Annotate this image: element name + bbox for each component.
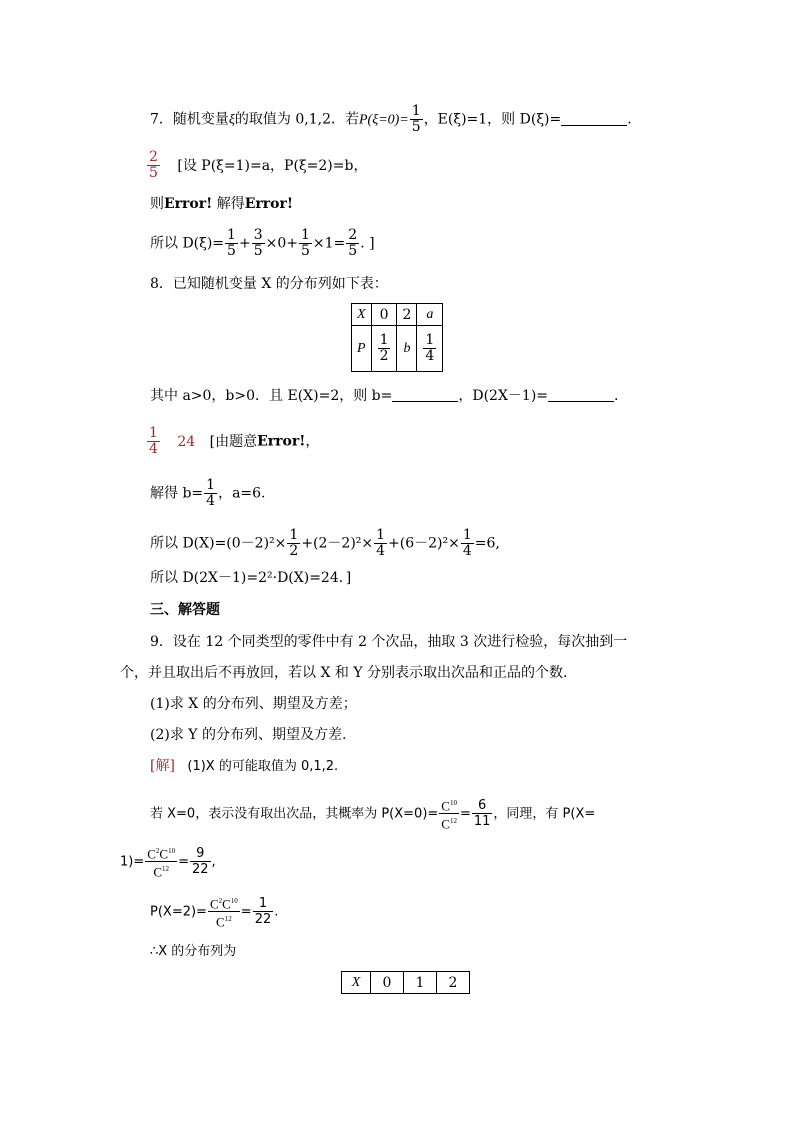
q9-solution-1: [解] (1)X 的可能取值为 0,1,2. [150,758,339,774]
q8-answer-1: $\frac{1}{4}$ [149,425,158,457]
q9-stem-1: 9．设在 12 个同类型的零件中有 2 个次品，抽取 3 次进行检验，每次抽到一 [150,634,628,650]
fraction: $\frac{C^2C^{10}}{C^{12}}$ [208,894,240,930]
fraction: $\frac{C^{10}}{C^{12}}$ [439,796,459,832]
q9-stem-2: 个，并且取出后不再放回，若以 X 和 Y 分别表示取出次品和正品的个数. [120,665,568,681]
answer-blank [548,387,614,402]
fraction: $\frac{1}{5}$ [301,227,310,259]
q7-solution-3: 所以 D(ξ)= $\frac{1}{5}$ + $\frac{3}{5}$ ×0+ $\frac{1}{5}$ ×1= $\frac{2}{5}$ . ] [150,227,375,259]
q9-solution-3: 1)= $\frac{C^2C^{10}}{C^{12}}$ = $\frac{9}{22}$ , [120,844,216,880]
q9-part-1: (1)求 X 的分布列、期望及方差； [150,696,357,712]
answer-blank [392,387,458,402]
fraction: $\frac{C^2C^{10}}{C^{12}}$ [145,844,177,880]
q9-solution-5: ∴X 的分布列为 [150,944,237,959]
fraction: $\frac{1}{4}$ [206,477,216,509]
q7-solution-2: 则Error! 解得Error! [150,196,294,212]
fraction: $\frac{1}{22}$ [254,896,272,928]
q8-answer-line: $\frac{1}{4}$ 24 [由题意Error!， [149,425,320,457]
q8-solution-2: 解得 b= $\frac{1}{4}$ ，a=6. [150,477,266,509]
q7-answer: $\frac{2}{5}$ [149,149,158,181]
fraction: $\frac{1}{5}$ [227,227,236,259]
section-title: 三、解答题 [150,602,220,618]
fraction: $\frac{2}{5}$ [348,227,358,259]
fraction: $\frac{1}{4}$ [376,527,386,559]
solution-marker: [解] [150,758,175,774]
q7-answer-line: $\frac{2}{5}$ [设 P(ξ=1)=a，P(ξ=2)=b， [149,149,368,181]
fraction: $\frac{9}{22}$ [192,846,209,878]
answer-blank [561,111,627,126]
q9-solution-4: P(X=2)= $\frac{C^2C^{10}}{C^{12}}$ = $\frac{1}{22}$ . [150,894,278,930]
q9-part-2: (2)求 Y 的分布列、期望及方差. [150,727,347,743]
fraction: $\frac{3}{5}$ [253,227,263,259]
q8-solution-3: 所以 D(X)=(0－2)²× $\frac{1}{2}$ +(2－2)²× $\frac{1}{4}$ +(6－2)²× $\frac{1}{4}$ =6, [150,527,500,559]
fraction: $\frac{1}{2}$ [289,527,299,559]
q8-distribution-table: X 0 2 a P $\frac{1}{2}$ b $\frac{1}{4}$ [351,303,443,372]
q7-stem: 7．随机变量ξ的取值为 0,1,2．若P(ξ=0)= $\frac{1}{5}$ ，E(ξ)=1，则 D(ξ)= . [150,103,632,135]
q8-stem: 8．已知随机变量 X 的分布列如下表： [150,276,388,292]
q8-answer-2: 24 [177,433,196,450]
q8-solution-4: 所以 D(2X－1)=2²·D(X)=24．] [150,570,352,586]
fraction: $\frac{1}{4}$ [462,527,472,559]
fraction: $\frac{6}{11}$ [473,798,491,830]
fraction: $\frac{1}{5}$ [411,103,421,135]
q8-condition: 其中 a>0，b>0．且 E(X)=2，则 b= ，D(2X－1)= . [150,388,619,404]
q9-solution-2: 若 X=0，表示没有取出次品，其概率为 P(X=0)= $\frac{C^{10}}{C^{12}}$ = $\frac{6}{11}$ ，同理，有 P(X= [150,796,595,832]
q9-distribution-table: X 0 1 2 [341,971,470,994]
